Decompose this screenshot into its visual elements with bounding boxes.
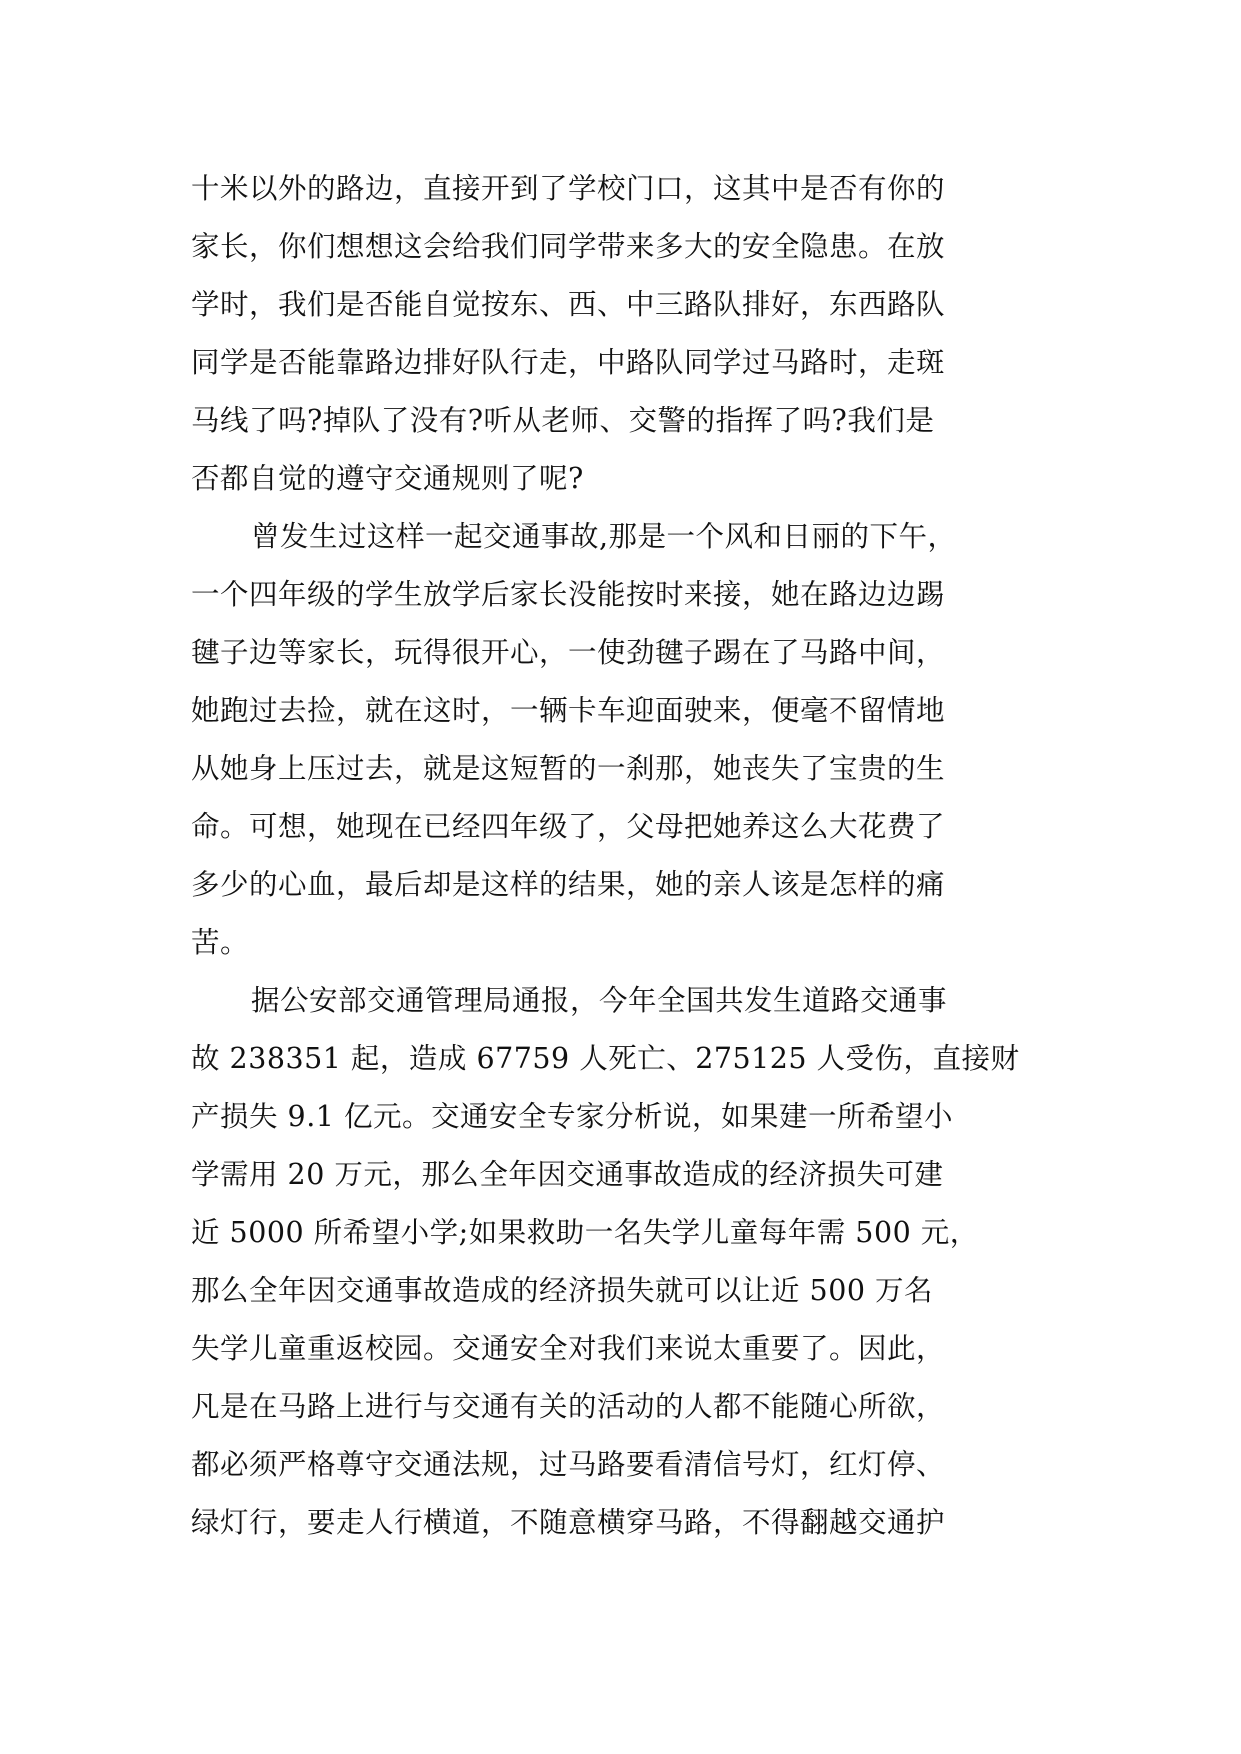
text-line: 一个四年级的学生放学后家长没能按时来接，她在路边边踢 xyxy=(191,578,946,611)
text-line: 马线了吗?掉队了没有?听从老师、交警的指挥了吗?我们是 xyxy=(191,404,935,437)
text-line: 命。可想，她现在已经四年级了，父母把她养这么大花费了 xyxy=(191,810,946,843)
document-body xyxy=(191,160,1051,1552)
text-line: 故 238351 起，造成 67759 人死亡、275125 人受伤，直接财 xyxy=(191,1042,1020,1075)
text-line: 从她身上压过去，就是这短暂的一刹那，她丧失了宝贵的生 xyxy=(191,752,946,785)
text-line: 产损失 9.1 亿元。交通安全专家分析说，如果建一所希望小 xyxy=(191,1100,953,1133)
text-line: 苦。 xyxy=(191,926,250,959)
text-line: 家长，你们想想这会给我们同学带来多大的安全隐患。在放 xyxy=(191,230,946,263)
text-line: 毽子边等家长，玩得很开心，一使劲毽子踢在了马路中间， xyxy=(191,636,946,669)
text-line: 绿灯行，要走人行横道，不随意横穿马路，不得翻越交通护 xyxy=(191,1506,946,1539)
paragraph-first-line: 据公安部交通管理局通报，今年全国共发生道路交通事 xyxy=(251,984,948,1017)
text-line: 都必须严格尊守交通法规，过马路要看清信号灯，红灯停、 xyxy=(191,1448,946,1481)
text-line: 凡是在马路上进行与交通有关的活动的人都不能随心所欲， xyxy=(191,1390,946,1423)
text-line: 多少的心血，最后却是这样的结果，她的亲人该是怎样的痛 xyxy=(191,868,946,901)
text-line: 近 5000 所希望小学;如果救助一名失学儿童每年需 500 元， xyxy=(191,1216,979,1249)
text-line: 十米以外的路边，直接开到了学校门口，这其中是否有你的 xyxy=(191,172,946,205)
text-line: 学时，我们是否能自觉按东、西、中三路队排好，东西路队 xyxy=(191,288,946,321)
paragraph-first-line: 曾发生过这样一起交通事故,那是一个风和日丽的下午， xyxy=(251,520,957,553)
text-line: 否都自觉的遵守交通规则了呢? xyxy=(191,462,584,495)
text-line: 她跑过去捡，就在这时，一辆卡车迎面驶来，便毫不留情地 xyxy=(191,694,946,727)
text-line: 学需用 20 万元，那么全年因交通事故造成的经济损失可建 xyxy=(191,1158,944,1191)
text-line: 同学是否能靠路边排好队行走，中路队同学过马路时，走斑 xyxy=(191,346,946,379)
text-line: 失学儿童重返校园。交通安全对我们来说太重要了。因此， xyxy=(191,1332,946,1365)
text-line: 那么全年因交通事故造成的经济损失就可以让近 500 万名 xyxy=(191,1274,934,1307)
